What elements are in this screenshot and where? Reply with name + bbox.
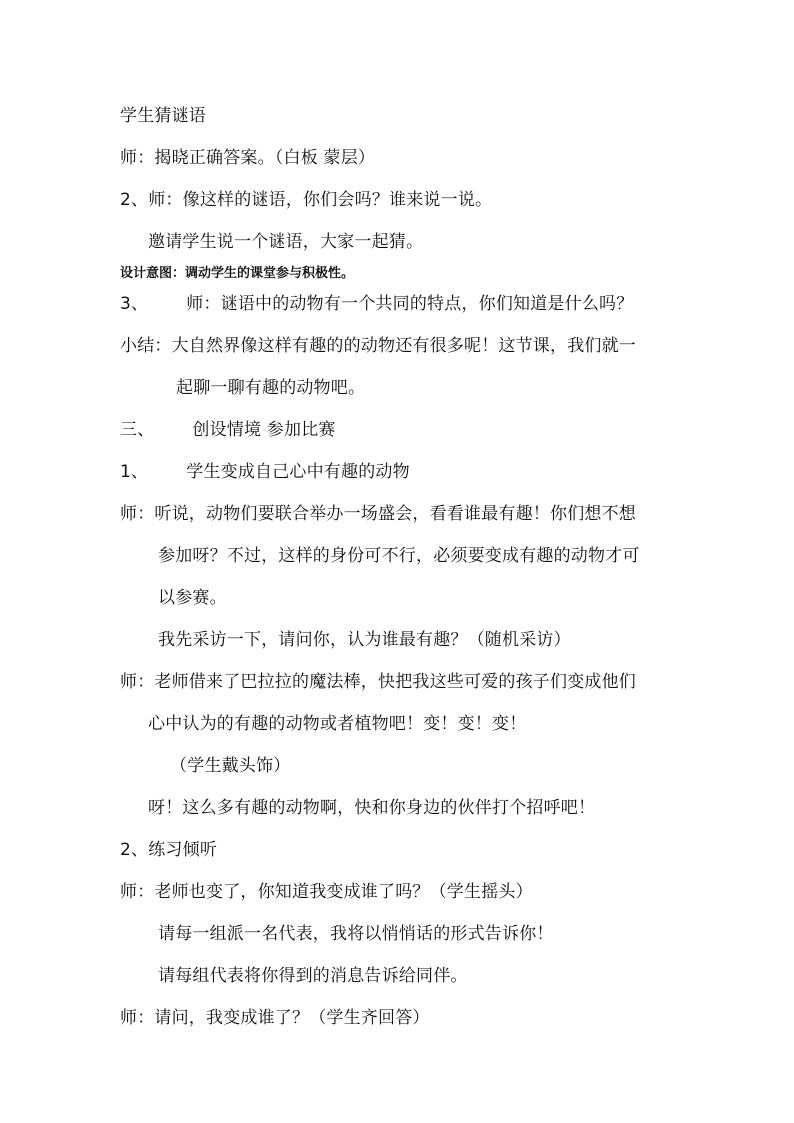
paragraph-line: 请每组代表将你得到的消息告诉给同伴。 bbox=[158, 966, 468, 986]
paragraph-line: （学生戴头饰） bbox=[170, 756, 291, 776]
design-intent-note: 设计意图：调动学生的课堂参与积极性。 bbox=[120, 266, 355, 281]
paragraph-line: 师：老师借来了巴拉拉的魔法棒，快把我这些可爱的孩子们变成他们 bbox=[120, 672, 636, 692]
paragraph-line: 师：请问，我变成谁了？（学生齐回答） bbox=[120, 1008, 430, 1028]
numbered-line bbox=[120, 461, 410, 483]
paragraph-line: 师：揭晓正确答案。（白板 蒙层） bbox=[120, 148, 376, 168]
paragraph-line: 我先采访一下，请问你，认为谁最有趣？（随机采访） bbox=[158, 630, 571, 650]
paragraph-line: 以参赛。 bbox=[158, 588, 227, 608]
section-title: 创设情境 参加比赛 bbox=[192, 420, 336, 440]
section-number: 三、 bbox=[120, 420, 155, 440]
item-number: 1、 bbox=[120, 462, 149, 482]
paragraph-line: 起聊一聊有趣的动物吧。 bbox=[176, 378, 366, 398]
paragraph-line: 参加呀？不过，这样的身份可不行，必须要变成有趣的动物才可 bbox=[158, 546, 640, 566]
numbered-line bbox=[120, 293, 633, 315]
paragraph-line: 心中认为的有趣的动物或者植物吧！变！变！变！ bbox=[148, 714, 527, 734]
paragraph-line: 邀请学生说一个谜语，大家一起猜。 bbox=[148, 232, 424, 252]
paragraph-line: 2、练习倾听 bbox=[120, 840, 218, 860]
item-text: 师：谜语中的动物有一个共同的特点，你们知道是什么吗？ bbox=[186, 294, 634, 314]
paragraph-line: 呀！这么多有趣的动物啊，快和你身边的伙伴打个招呼吧！ bbox=[148, 798, 596, 818]
item-number: 3、 bbox=[120, 294, 149, 314]
paragraph-line: 师：老师也变了，你知道我变成谁了吗？（学生摇头） bbox=[120, 882, 533, 902]
section-heading bbox=[120, 419, 336, 441]
item-text: 学生变成自己心中有趣的动物 bbox=[186, 462, 410, 482]
paragraph-line: 师：听说，动物们要联合举办一场盛会，看看谁最有趣！你们想不想 bbox=[120, 504, 636, 524]
paragraph-line: 小结：大自然界像这样有趣的的动物还有很多呢！这节课，我们就一 bbox=[120, 336, 636, 356]
paragraph-line: 学生猜谜语 bbox=[120, 106, 206, 126]
paragraph-line: 请每一组派一名代表，我将以悄悄话的形式告诉你！ bbox=[158, 924, 554, 944]
paragraph-line: 2、师：像这样的谜语，你们会吗？谁来说一说。 bbox=[120, 190, 493, 210]
